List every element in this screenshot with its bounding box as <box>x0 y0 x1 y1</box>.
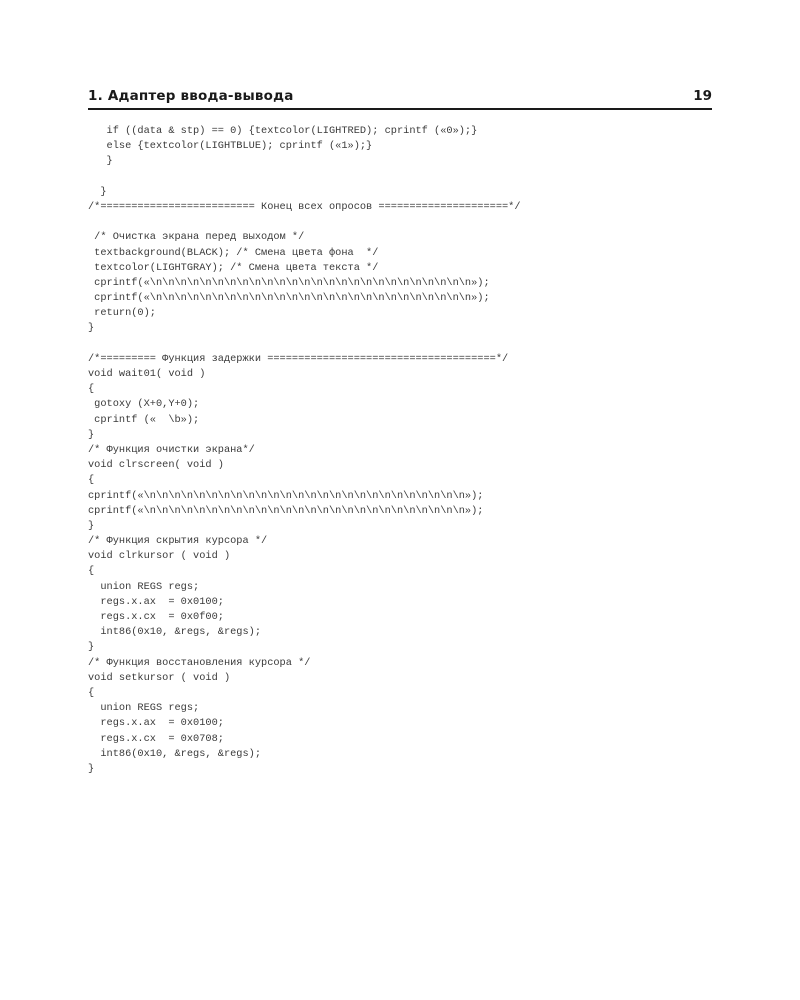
code-line: { <box>88 474 95 487</box>
code-line: } <box>88 519 95 532</box>
code-line: { <box>88 565 95 578</box>
code-line <box>88 215 712 230</box>
code-line: union REGS regs; <box>88 702 200 715</box>
code-line: void setkursor ( void ) <box>88 671 231 684</box>
code-line: cprintf(«\n\n\n\n\n\n\n\n\n\n\n\n\n\n\n\n\n\n\n\n\n\n\n\n\n\n»); <box>88 276 490 289</box>
code-line: /* Функция скрытия курсора */ <box>88 535 268 548</box>
code-line: } <box>88 322 95 335</box>
code-line: int86(0x10, &regs, &regs); <box>88 626 262 639</box>
code-line: /*========================= Конец всех опросов =====================*/ <box>88 200 521 213</box>
code-line: regs.x.ax = 0x0100; <box>88 717 224 730</box>
code-line: union REGS regs; <box>88 580 200 593</box>
code-line: /* Очистка экрана перед выходом */ <box>88 231 305 244</box>
code-line: } <box>88 155 113 168</box>
code-line: cprintf(«\n\n\n\n\n\n\n\n\n\n\n\n\n\n\n\n\n\n\n\n\n\n\n\n\n\n»); <box>88 504 484 517</box>
code-line: cprintf(«\n\n\n\n\n\n\n\n\n\n\n\n\n\n\n\n\n\n\n\n\n\n\n\n\n\n»); <box>88 489 484 502</box>
running-header <box>88 86 712 110</box>
code-line: /* Функция восстановления курсора */ <box>88 656 311 669</box>
code-line <box>88 170 712 185</box>
code-line: void clrkursor ( void ) <box>88 550 231 563</box>
chapter-title: 1. Адаптер ввода-вывода <box>88 88 294 104</box>
code-line: /*========= Функция задержки =====================================*/ <box>88 352 509 365</box>
code-line <box>88 337 712 352</box>
code-line: void clrscreen( void ) <box>88 459 224 472</box>
code-line: textcolor(LIGHTGRAY); /* Смена цвета текста */ <box>88 261 379 274</box>
code-line: int86(0x10, &regs, &regs); <box>88 747 262 760</box>
code-line: regs.x.cx = 0x0708; <box>88 732 224 745</box>
code-line: cprintf(«\n\n\n\n\n\n\n\n\n\n\n\n\n\n\n\n\n\n\n\n\n\n\n\n\n\n»); <box>88 292 490 305</box>
code-line: { <box>88 383 95 396</box>
code-line: { <box>88 686 95 699</box>
code-line: } <box>88 641 95 654</box>
code-line: textbackground(BLACK); /* Смена цвета фона */ <box>88 246 379 259</box>
code-listing <box>88 124 712 777</box>
code-line: } <box>88 428 95 441</box>
code-line: else {textcolor(LIGHTBLUE); cprintf («1»);} <box>88 140 373 153</box>
page-number: 19 <box>693 88 712 104</box>
code-line: if ((data & stp) == 0) {textcolor(LIGHTRED); cprintf («0»);} <box>88 125 478 137</box>
code-line: regs.x.cx = 0x0f00; <box>88 611 224 623</box>
code-line: return(0); <box>88 307 156 320</box>
code-line: } <box>88 185 107 198</box>
code-line: void wait01( void ) <box>88 368 206 380</box>
code-line: gotoxy (X+0,Y+0); <box>88 398 200 411</box>
code-line: cprintf (« \b»); <box>88 413 200 426</box>
code-line: regs.x.ax = 0x0100; <box>88 595 224 608</box>
code-line: } <box>88 762 95 775</box>
code-line: /* Функция очистки экрана*/ <box>88 443 255 456</box>
